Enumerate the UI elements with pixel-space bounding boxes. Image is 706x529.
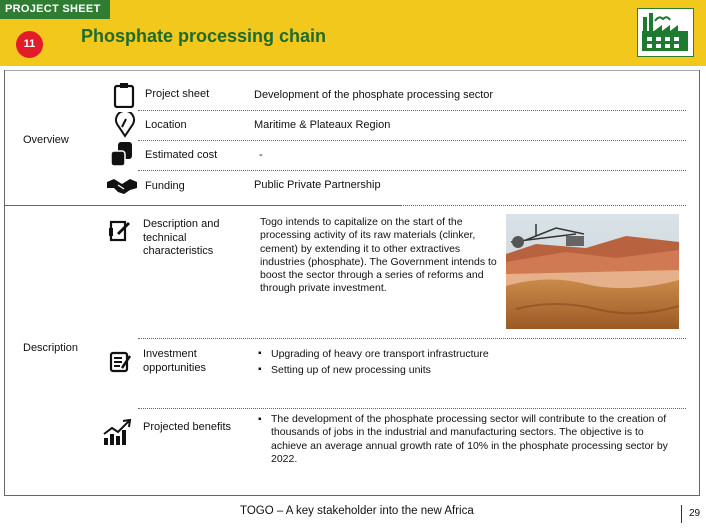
overview-value-project-sheet: Development of the phosphate processing sector [254, 89, 494, 101]
description-characteristics-text: Togo intends to capitalize on the start of the processing activity of its raw materials (clinker, cement) by extending it to other extractives industries (phosphate). The Government intends to boost the sector through a series of reforms and through private investment. [260, 216, 497, 295]
handshake-icon [106, 176, 138, 201]
factory-icon [637, 8, 694, 57]
section-description: Description [23, 342, 79, 354]
divider [138, 170, 686, 171]
divider [138, 140, 686, 141]
section-separator-dotted [400, 205, 686, 206]
frame-left-line [4, 70, 5, 496]
divider [138, 110, 686, 111]
growth-chart-icon [102, 418, 132, 451]
description-label-investment: Investment opportunities [143, 348, 206, 374]
divider [138, 408, 686, 409]
coins-icon [109, 141, 135, 172]
description-label-benefits: Projected benefits [143, 421, 232, 433]
frame-top-line [4, 70, 700, 71]
divider [138, 338, 686, 339]
overview-value-estimated-cost: - [259, 149, 263, 161]
list-item: ▪ The development of the phosphate processing sector will contribute to the creation of thousands of jobs in the industrial and manufacturing sectors. The objective is to achieve an average annual growth rate of 10% in the phosphate processing sector by 2022. [258, 413, 676, 466]
benefits-list [258, 413, 676, 466]
overview-label-estimated-cost: Estimated cost [145, 149, 218, 161]
location-pin-icon [114, 112, 136, 143]
list-item: ▪ Upgrading of heavy ore transport infrastructure [258, 346, 558, 362]
section-overview: Overview [23, 134, 69, 146]
list-item: ▪ Setting up of new processing units [258, 362, 558, 378]
frame-bottom-line [4, 495, 700, 496]
description-label-characteristics: Description and technical characteristics [143, 218, 220, 257]
page-title: Phosphate processing chain [81, 26, 327, 46]
document-pen-icon [108, 219, 132, 248]
footer-divider [681, 505, 682, 523]
project-sheet-tag: PROJECT SHEET [0, 0, 110, 19]
frame-right-line [699, 70, 700, 496]
clipboard-icon [113, 82, 135, 113]
checklist-icon [108, 350, 132, 379]
page-number: 29 [689, 508, 701, 519]
overview-label-location: Location [145, 119, 187, 131]
investment-list [258, 346, 558, 378]
sheet-number-badge: 11 [16, 31, 43, 58]
footer-tagline: TOGO – A key stakeholder into the new Africa [240, 505, 474, 517]
overview-label-funding: Funding [145, 180, 185, 192]
section-separator [4, 205, 400, 206]
phosphate-mine-photo [506, 214, 679, 329]
overview-label-project-sheet: Project sheet [145, 88, 210, 100]
overview-value-funding: Public Private Partnership [254, 179, 381, 191]
overview-value-location: Maritime & Plateaux Region [254, 119, 391, 131]
